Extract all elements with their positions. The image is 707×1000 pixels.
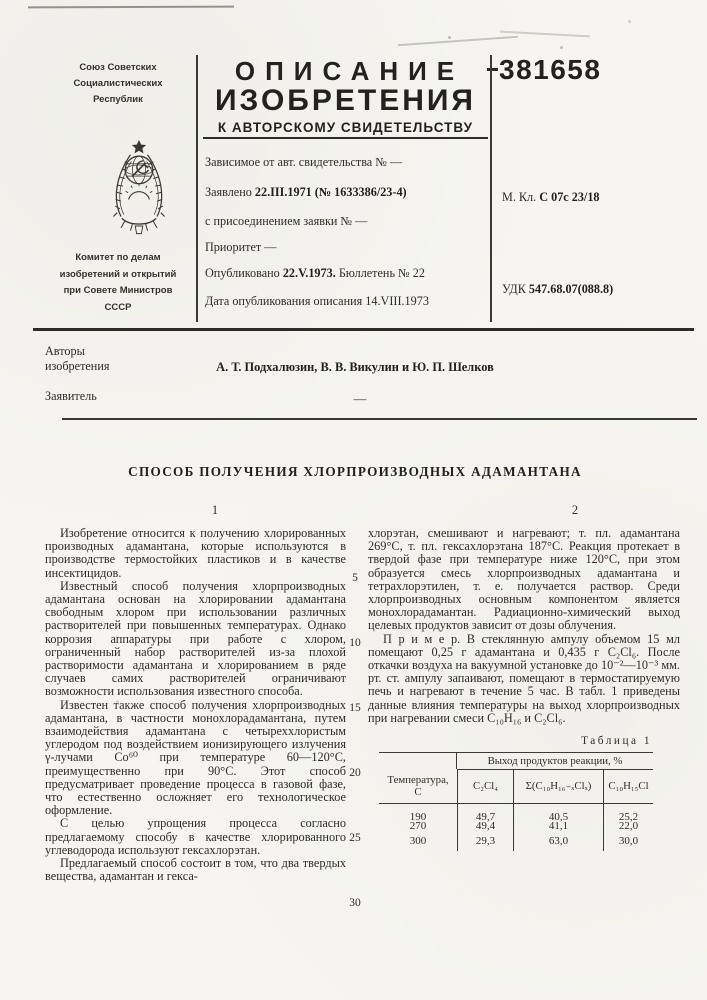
table-header-row [379, 769, 653, 804]
table-body [379, 804, 653, 851]
table-cell: 25,2 [618, 811, 639, 824]
applicant-label: Заявитель [45, 389, 97, 403]
committee-line: СССР [104, 301, 132, 313]
line-number: 20 [349, 767, 361, 779]
table-cell: 30,0 [618, 835, 639, 848]
table-row [379, 804, 653, 824]
issuer-line: Союз Советских [79, 62, 157, 73]
scan-scratch-line [28, 6, 234, 9]
issuer-line: Социалистических [73, 78, 163, 89]
scan-speck [628, 20, 631, 23]
table-header-c10h15cl: C₁₀H₁₅Cl [608, 780, 649, 793]
authors-names: А. Т. Подхалюзин, В. В. Викулин и Ю. П. Шелков [216, 360, 494, 374]
ussr-coat-of-arms-icon [101, 138, 177, 243]
table-cell: 63,0 [514, 835, 604, 851]
filing-row: Зависимое от авт. свидетельства № — [205, 155, 403, 169]
filing-row: с присоединением заявки № — [205, 214, 368, 228]
results-table [379, 752, 653, 851]
table-row [379, 835, 653, 851]
table-cell: 190 [379, 804, 458, 820]
classification-udk: УДК 547.68.07(088.8) [502, 282, 614, 296]
document-subtitle: К АВТОРСКОМУ СВИДЕТЕЛЬСТВУ [217, 120, 474, 135]
table-cell: 22,0 [618, 819, 639, 832]
table-header-temperature: Температура, С [379, 769, 458, 803]
patent-number: 381658 [499, 54, 602, 85]
table-cell: 49,7 [458, 804, 514, 820]
committee-line: изобретений и открытий [59, 268, 177, 280]
committee-name [40, 250, 196, 316]
column-marker-1: 1 [211, 503, 219, 517]
line-number: 30 [349, 897, 361, 909]
header-divider-left [196, 55, 198, 322]
scan-artifact-dash [487, 68, 498, 71]
line-number: 5 [352, 572, 358, 584]
applicant-value: — [353, 391, 367, 406]
column-marker-2: 2 [571, 503, 579, 517]
filing-row: Приоритет — [205, 240, 277, 254]
table-header-sum-chlorides: Σ(C₁₀H₁₆₋ₓClₓ) [514, 769, 604, 803]
table-group-header: Выход продуктов реакции, % [457, 753, 653, 770]
header-rule [33, 328, 694, 331]
filing-row: Опубликовано 22.V.1973. Бюллетень № 22 [205, 266, 425, 280]
table-corner-cell [379, 753, 457, 769]
paragraph: Предлагаемый способ состоит в том, что два твердых вещества, адамантан и гекса- [45, 856, 346, 884]
issuing-state-name [40, 60, 196, 108]
line-number: 10 [349, 637, 361, 649]
scan-speck [448, 36, 451, 39]
classification-mkl: М. Кл. С 07с 23/18 [502, 190, 600, 204]
right-paragraphs [368, 527, 680, 725]
invention-title: СПОСОБ ПОЛУЧЕНИЯ ХЛОРПРОИЗВОДНЫХ АДАМАНТАНА [128, 464, 582, 479]
committee-line: при Совете Министров [63, 285, 173, 296]
line-number: 25 [349, 832, 361, 844]
table-cell: 29,3 [458, 835, 514, 851]
paragraph: С целью упрощения процесса согласно предлагаемому способу в качестве хлорированного углеводорода используют гексахлорэтан. [45, 816, 346, 857]
table-cell: 49,4 [458, 820, 514, 836]
filing-row: Заявлено 22.III.1971 (№ 1633386/23-4) [205, 185, 407, 199]
header-divider-right [490, 55, 492, 322]
paragraph: Изобретение относится к получению хлорированных производных адамантана, которые используются в производстве термостойких пластиков и в качестве инсектицидов. [45, 526, 346, 580]
subtitle-underline [203, 137, 488, 139]
paragraph: П р и м е р. В стеклянную ампулу объемом 15 мл помещают 0,25 г адамантана и 0,435 г C₂Cl₆. После откачки воздуха на вакуумной установке до 10⁻²—10⁻³ мм. рт. ст. ампулу запаивают, помещают в термостатируемую печь и нагревают в течение 5 час. В табл. 1 приведены данные влияния температуры на выход хлорпроизводных при нагревании смеси C₁₀H₁₆ и C₂Cl₆. [368, 631, 680, 725]
authors-label: изобретения [45, 359, 110, 373]
table-row [379, 820, 653, 836]
paragraph: Известен также способ получения хлорпроизводных адамантана, в частности монохлорадамантана, путем взаимодействия адамантана с четыреххлористым углеродом под воздействием ионизирующего излучения γ-лучами Со⁶⁰ при температуре 60—120°С, преимущественно при 90°С. Этот способ предусматривает проведение процесса в газовой фазе, что естественно осложняет его технологическое оформление. [45, 697, 346, 818]
scan-speck [560, 46, 563, 49]
authors-label: Авторы [45, 344, 85, 358]
table-cell: 40,5 [514, 804, 604, 820]
issuer-line: Республик [93, 94, 143, 105]
scan-smudge [398, 36, 518, 46]
table-cell: 300 [379, 835, 458, 851]
body-column-left [45, 527, 346, 883]
paragraph: хлорэтан, смешивают и нагревают; т. пл. адамантана 269°С, т. пл. гексахлорэтана 187°С. Реакция протекает в твердой фазе при температуре ниже 120°С, при этом образуется смесь хлорпроизводных адамантана и тетрахлорэтилен, т. е. получается раствор. Среди хлорпроизводных основным компонентом является монохлорадамантан. Радиационно-химический выход целевых продуктов зависит от дозы облучения. [368, 526, 680, 633]
table-cell: 270 [379, 820, 458, 836]
filing-row: Дата опубликования описания 14.VIII.1973 [205, 294, 429, 308]
document-type-word1: ОПИСАНИЕ [234, 56, 465, 86]
paragraph: Известный способ получения хлорпроизводных адамантана основан на хлорировании адамантана свободным хлором при использовании различных растворителей при повышенных температурах. Однако коррозия аппаратуры при работе с хлором, ограниченный набор растворителей из-за плохой растворимости адамантана и хлорированием в ряде случаев самих растворителей ограничивают возможности использования известного способа. [45, 578, 346, 699]
authors-rule [62, 418, 697, 420]
table-header-c2cl4: C₂Cl₄ [458, 769, 514, 803]
table-group-header-row [379, 753, 653, 769]
document-type-word2: ИЗОБРЕТЕНИЯ [214, 84, 476, 117]
table-caption: Таблица 1 [581, 735, 652, 748]
body-column-right [368, 527, 680, 851]
table-cell: 41,1 [514, 820, 604, 836]
committee-line: Комитет по делам [75, 252, 161, 263]
line-number: 15 [349, 702, 361, 714]
